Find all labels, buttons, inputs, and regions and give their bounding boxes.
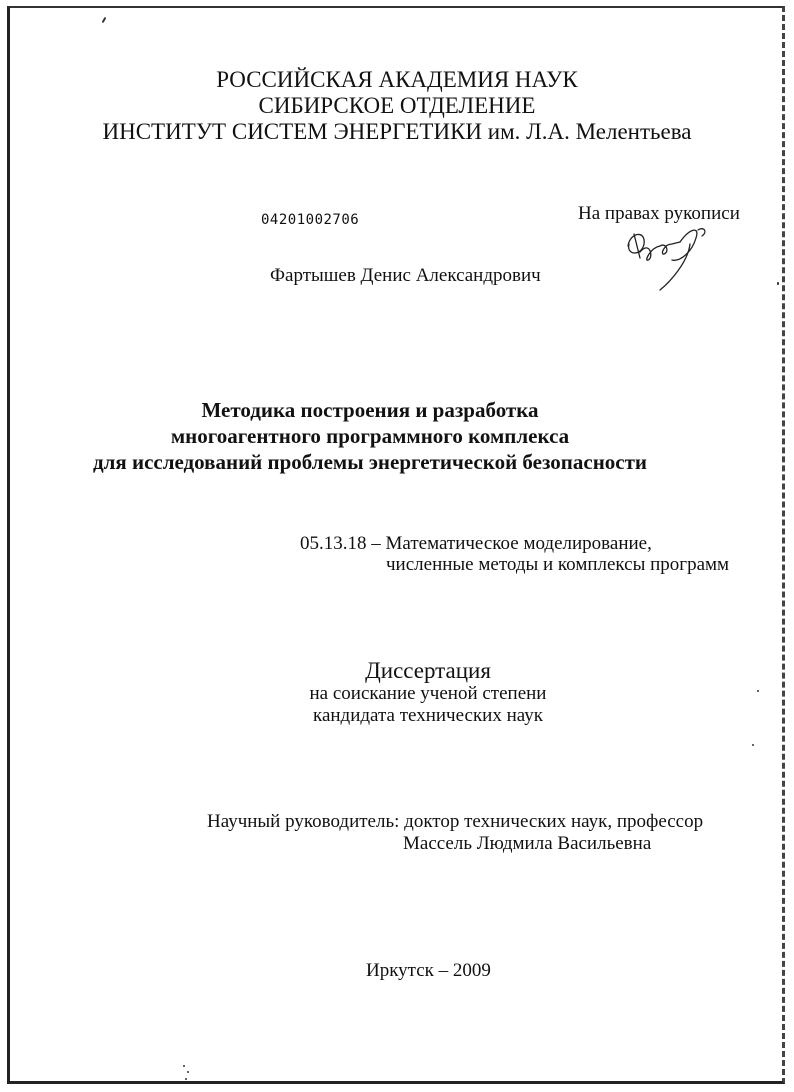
scan-speck: [777, 282, 779, 285]
specialty-name: численные методы и комплексы программ: [386, 554, 730, 575]
scan-speck: [185, 1078, 187, 1080]
specialty-code: 05.13.18 – Математическое моделирование,: [300, 533, 652, 554]
header-branch: СИБИРСКОЕ ОТДЕЛЕНИЕ: [258, 93, 536, 118]
scan-speck: [752, 744, 754, 746]
supervisor-title: Научный руководитель: доктор технических наук, профессор: [207, 811, 704, 832]
scan-speck: [183, 1065, 185, 1067]
supervisor-name: Массель Людмила Васильевна: [403, 833, 652, 854]
place-year: Иркутск – 2009: [366, 960, 491, 981]
doc-type-line-2: кандидата технических наук: [313, 705, 543, 726]
header-academy: РОССИЙСКАЯ АКАДЕМИЯ НАУК: [216, 67, 578, 92]
title-line-1: Методика построения и разработка: [201, 398, 539, 422]
scan-speck: [187, 1071, 189, 1073]
scan-speck: [757, 690, 759, 692]
registration-number: 04201002706: [261, 212, 360, 228]
doc-type-line-1: на соискание ученой степени: [309, 683, 547, 704]
signature-image: [620, 222, 720, 294]
rights-note: На правах рукописи: [578, 203, 740, 224]
author-name: Фартышев Денис Александрович: [270, 265, 541, 286]
doc-type-heading: Диссертация: [365, 658, 491, 683]
title-line-3: для исследований проблемы энергетической безопасности: [92, 450, 648, 474]
title-line-2: многоагентного программного комплекса: [170, 424, 570, 448]
header-institute: ИНСТИТУТ СИСТЕМ ЭНЕРГЕТИКИ им. Л.А. Мелентьева: [102, 119, 692, 144]
